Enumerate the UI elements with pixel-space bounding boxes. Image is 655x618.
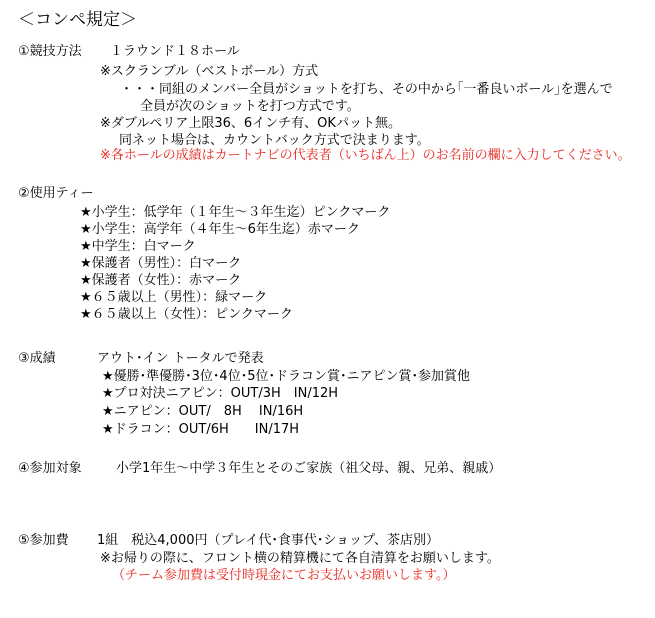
section-heading: ⑤参加費 — [18, 533, 69, 548]
list-item: ★ニアピン：OUT/ 8H IN/16H — [102, 404, 304, 419]
section-heading: ④参加対象 — [18, 461, 82, 476]
important-note: （チーム参加費は受付時現金にてお支払いお願いします。） — [112, 568, 456, 583]
note-line: ※スクランブル（ベストボール）方式 — [100, 64, 319, 79]
list-item: ★中学生：白マーク — [80, 239, 196, 254]
note-line: ※ダブルペリア上限36、6インチ有、OKパット無。 — [100, 116, 401, 131]
list-item: ★６５歳以上（女性）：ピンクマーク — [80, 307, 293, 322]
list-item: ★保護者（女性）：赤マーク — [80, 273, 242, 288]
important-note: ※各ホールの成績はカートナビの代表者（いちばん上）のお名前の欄に入力してください。 — [100, 148, 631, 163]
list-item: ★ドラコン：OUT/6H IN/17H — [102, 422, 300, 437]
list-item: ★優勝･準優勝･3位･4位･5位･ドラコン賞･ニアピン賞･参加賞他 — [102, 369, 470, 384]
note-line: ※お帰りの際に、フロント横の精算機にて各自清算をお願いします。 — [100, 551, 500, 566]
page-title: ＜コンペ規定＞ — [18, 10, 137, 30]
list-item: ★保護者（男性）：白マーク — [80, 256, 242, 271]
section-value: 小学1年生～中学３年生とそのご家族（祖父母、親、兄弟、親戚） — [116, 461, 502, 476]
section-heading: ①競技方法 — [18, 44, 82, 59]
note-line: ・・・同組のメンバー全員がショットを打ち、その中から｢一番良いボール｣を選んで — [120, 82, 613, 97]
section-value: 1組 税込4,000円（プレイ代･食事代･ショップ、茶店別） — [97, 533, 440, 548]
section-value: １ラウンド１８ホール — [110, 44, 240, 59]
section-heading: ②使用ティー — [18, 186, 94, 201]
section-heading: ③成績 — [18, 351, 56, 366]
list-item: ★小学生：低学年（１年生～３年生迄）ピンクマーク — [80, 205, 391, 220]
list-item: ★小学生：高学年（４年生～6年生迄）赤マーク — [80, 222, 360, 237]
section-value: アウト･イン トータルで発表 — [97, 351, 264, 366]
list-item: ★プロ対決ニアピン：OUT/3H IN/12H — [102, 386, 339, 401]
list-item: ★６５歳以上（男性）：緑マーク — [80, 290, 268, 305]
note-line: 同ネット場合は、カウントバック方式で決まります。 — [119, 133, 430, 148]
note-line: 全員が次のショットを打つ方式です。 — [140, 99, 360, 114]
